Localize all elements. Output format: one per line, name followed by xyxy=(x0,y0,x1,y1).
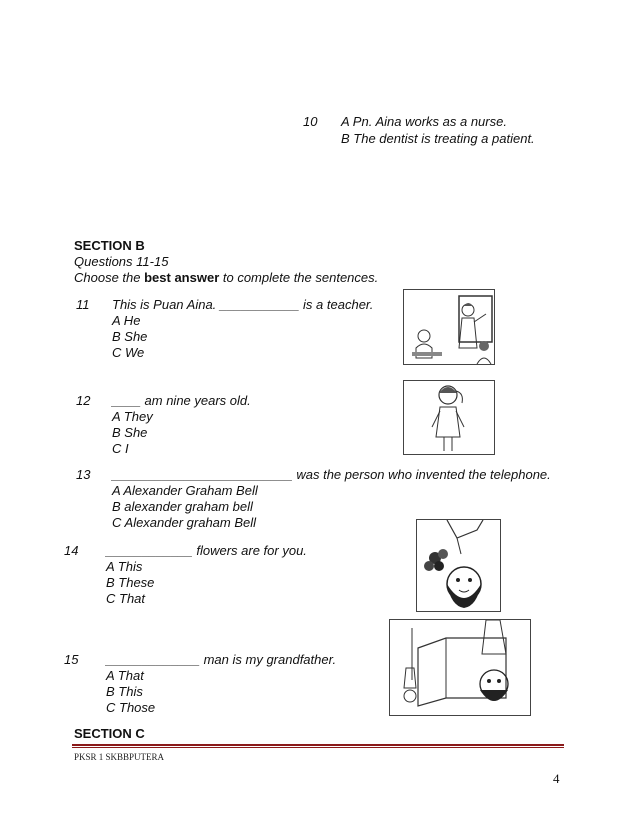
q15-option-b: B This xyxy=(106,684,143,699)
q14-option-a: A This xyxy=(106,559,143,574)
q12-stem: ____ am nine years old. xyxy=(112,393,251,408)
section-c-heading: SECTION C xyxy=(74,726,145,741)
q14-stem: ____________ flowers are for you. xyxy=(106,543,307,558)
q11-option-b: B She xyxy=(112,329,148,344)
instruction-bold: best answer xyxy=(144,270,220,285)
q14-number: 14 xyxy=(64,543,79,558)
footer-text: PKSR 1 SKBBPUTERA xyxy=(74,752,165,762)
footer-rule-thick xyxy=(72,744,564,746)
instruction-post: to complete the sentences. xyxy=(219,270,379,285)
q13-number: 13 xyxy=(76,467,91,482)
section-b-heading: SECTION B xyxy=(74,238,145,253)
q15-number: 15 xyxy=(64,652,79,667)
classroom-teacher-picture xyxy=(403,289,495,365)
section-b-instruction xyxy=(74,269,378,286)
q15-option-a: A That xyxy=(106,668,144,683)
q13-option-a: A Alexander Graham Bell xyxy=(112,483,258,498)
q13-option-b: B alexander graham bell xyxy=(112,499,253,514)
section-b-range: Questions 11-15 xyxy=(74,254,169,269)
instruction-pre: Choose the xyxy=(74,270,145,285)
q14-option-b: B These xyxy=(106,575,155,590)
q10-option-a: A Pn. Aina works as a nurse. xyxy=(341,114,507,129)
flowers-picture xyxy=(416,519,501,612)
q12-number: 12 xyxy=(76,393,91,408)
footer-rule-thin xyxy=(72,747,564,748)
q13-option-c: C Alexander graham Bell xyxy=(112,515,257,530)
q10-option-b: B The dentist is treating a patient. xyxy=(341,131,535,146)
q11-number: 11 xyxy=(76,297,90,312)
q12-option-c: C I xyxy=(112,441,129,456)
q13-stem: _________________________ was the person who invented the telephone. xyxy=(112,467,551,482)
q15-option-c: C Those xyxy=(106,700,156,715)
grandfather-picture xyxy=(389,619,531,716)
q15-stem: _____________ man is my grandfather. xyxy=(106,652,337,667)
q11-option-a: A He xyxy=(112,313,141,328)
q11-option-c: C We xyxy=(112,345,145,360)
q14-option-c: C That xyxy=(106,591,146,606)
q10-number: 10 xyxy=(303,114,318,129)
q12-option-b: B She xyxy=(112,425,148,440)
page-number: 4 xyxy=(553,771,560,786)
q11-stem: This is Puan Aina. ___________ is a teacher. xyxy=(112,297,374,312)
q12-option-a: A They xyxy=(112,409,153,424)
girl-picture xyxy=(403,380,495,455)
